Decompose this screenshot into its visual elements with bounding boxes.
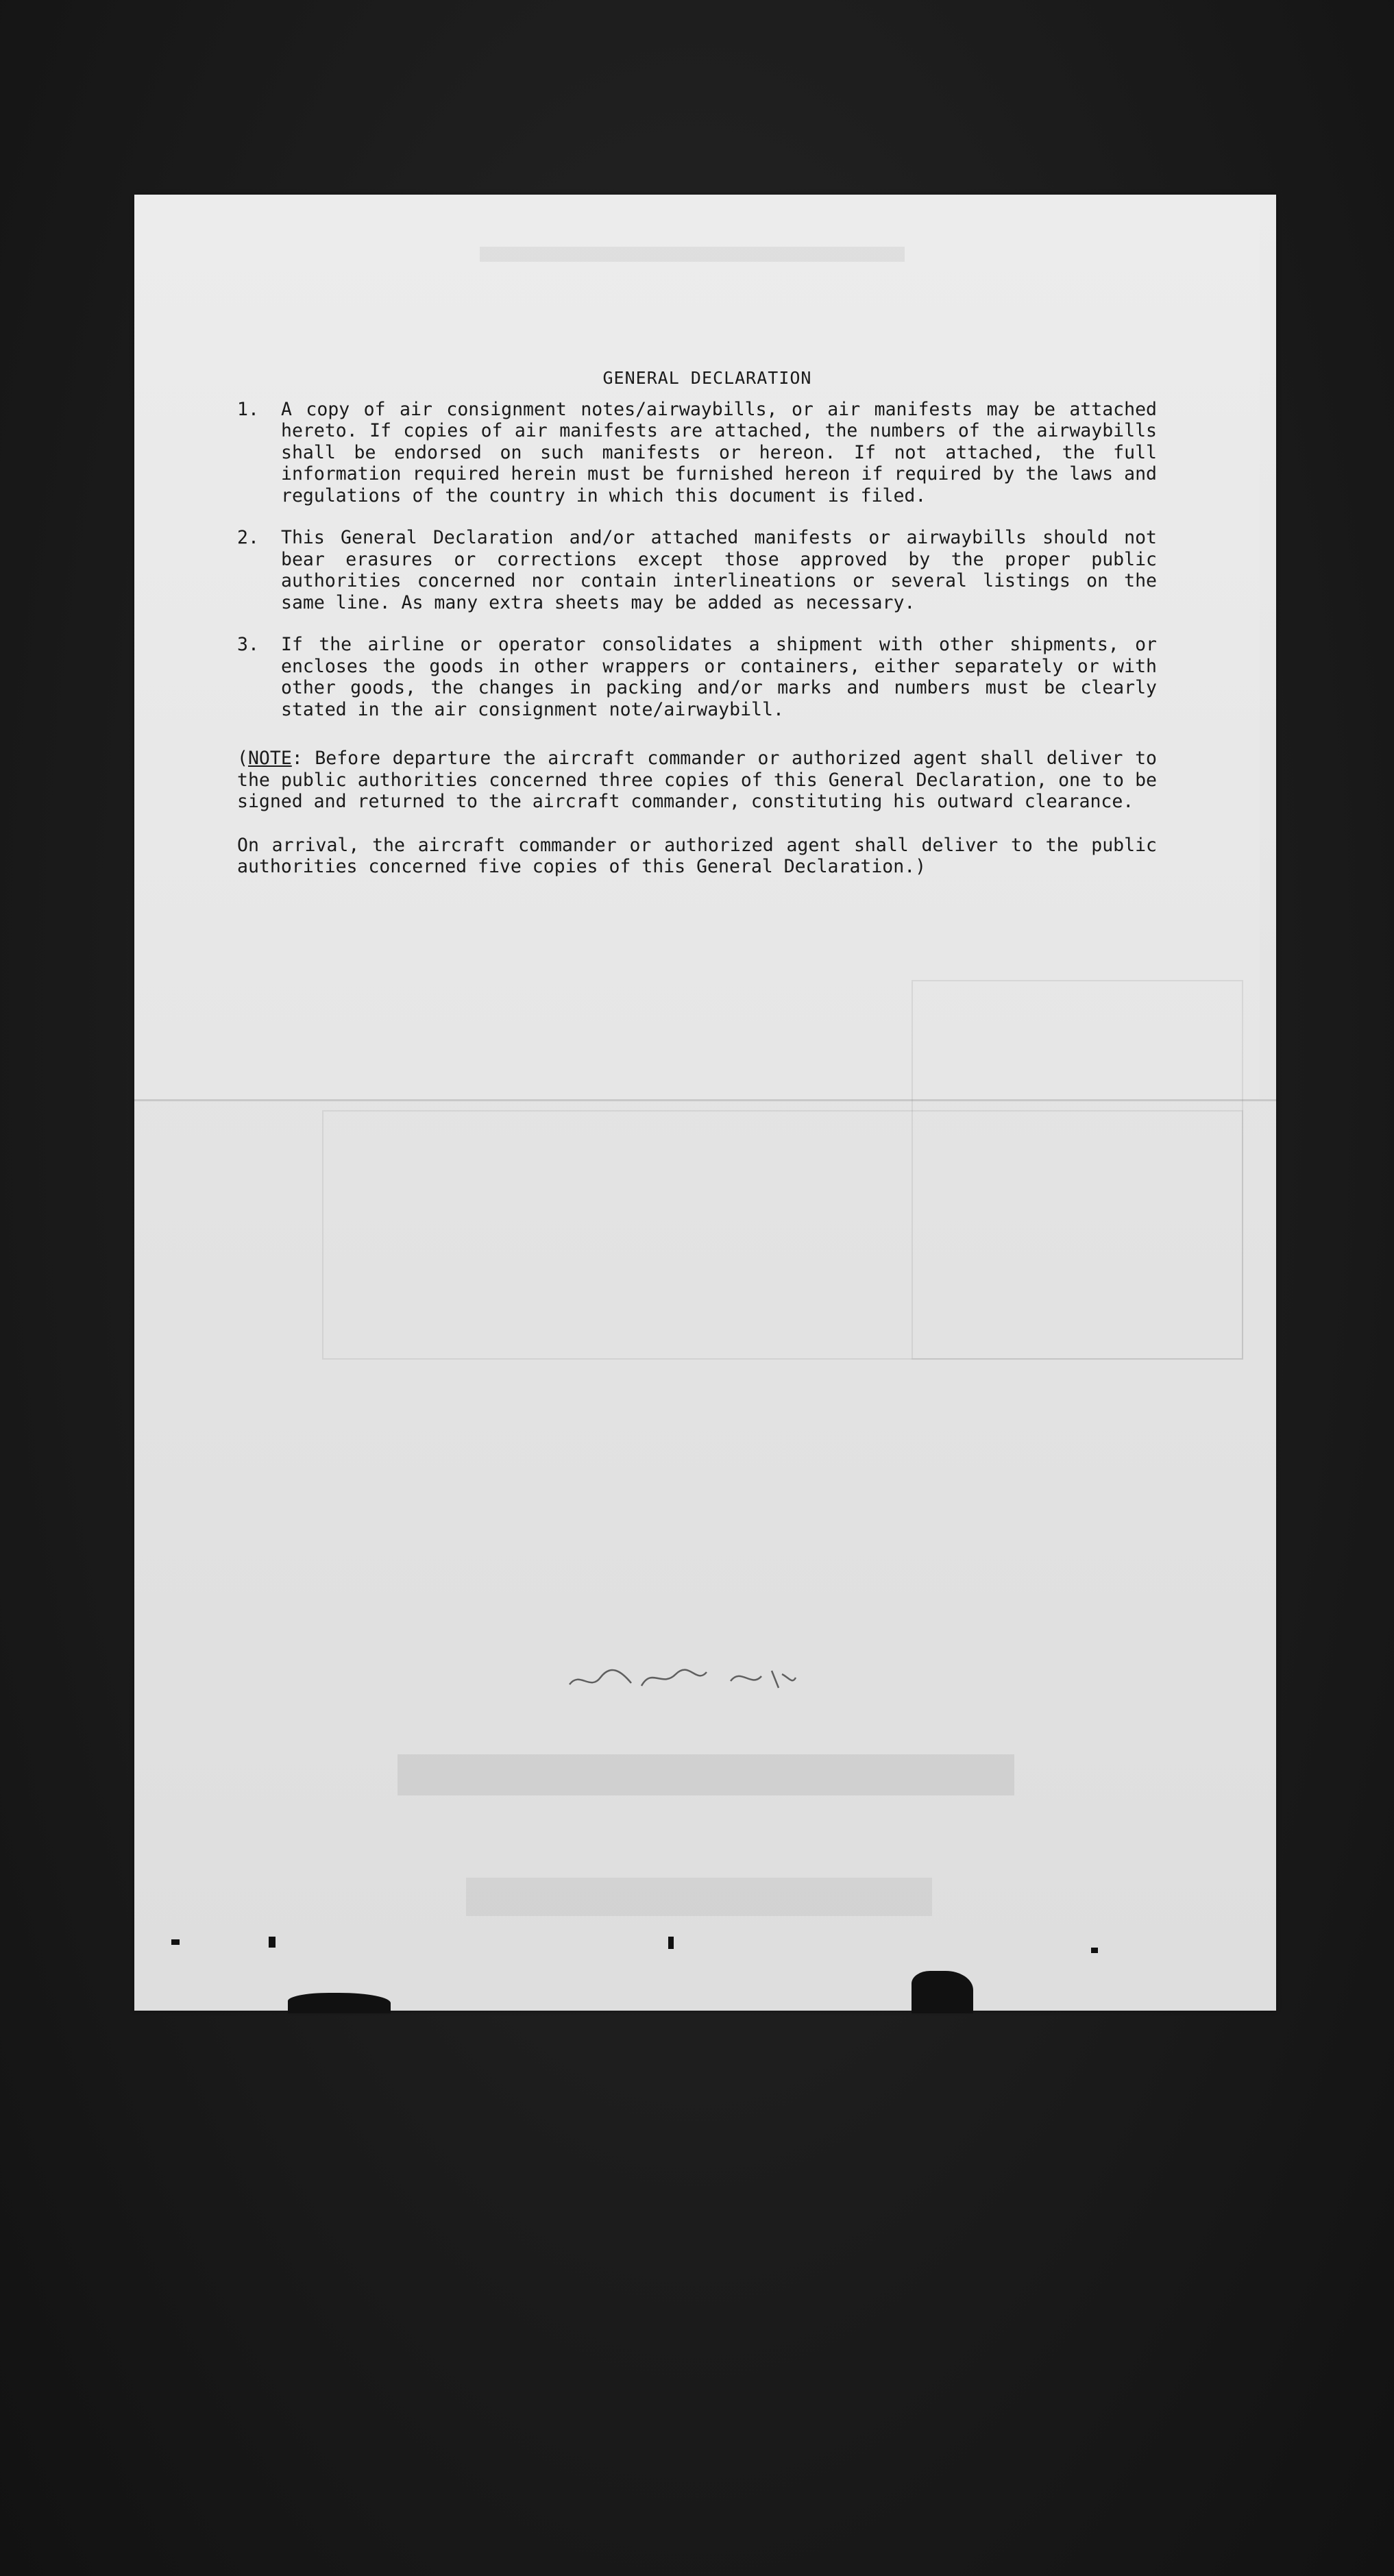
bleed-through-bar [480,247,905,262]
list-item [237,634,1157,720]
note-label: NOTE [247,748,292,769]
item-text: If the airline or operator consolidates a shipment with other shipments, or encloses the goods in other wrappers or containers, either separately or with other goods, the changes in packing and/or marks and numbers must be clearly stated in the air consignment note/airwaybill. [281,634,1157,720]
declaration-content [237,367,1157,878]
item-text: This General Declaration and/or attached manifests or airwaybills should not bear erasures or corrections except those approved by the proper public authorities concerned nor contain interlineations or several listings on the same line. As many extra sheets may be added as necessary. [281,527,1157,613]
specks [668,1937,674,1949]
handwritten-scribble [566,1657,799,1698]
note-open-paren: ( [237,748,248,769]
torn-edge [912,1971,973,2013]
note-text: : Before departure the aircraft commander or authorized agent shall deliver to the public authorities concerned three copies of this General Declaration, one to be signed and returned to the aircraft commander, constituting his outward clearance. [237,748,1157,812]
specks [171,1939,180,1945]
list-item [237,399,1157,507]
specks [269,1937,276,1948]
note-paragraph [237,748,1157,813]
arrival-paragraph: On arrival, the aircraft commander or authorized agent shall deliver to the public authorities concerned five copies of this General Declaration.) [237,834,1157,877]
item-number: 3. [237,634,259,655]
bleed-through-bar [466,1878,932,1916]
torn-edge [288,1993,391,2013]
bleed-through-box [912,980,1243,1360]
item-number: 2. [237,527,259,548]
list-item [237,527,1157,613]
specks [1091,1948,1098,1953]
item-text: A copy of air consignment notes/airwaybills, or air manifests may be attached hereto. If copies of air manifests are attached, the numbers of the airwaybills shall be endorsed on such manifests or hereon. If not attached, the full information required herein must be furnished hereon if required by the laws and regulations of the country in which this document is filed. [281,398,1157,506]
item-number: 1. [237,398,259,420]
bleed-through-bar [398,1754,1014,1795]
page-title: GENERAL DECLARATION [602,368,812,388]
